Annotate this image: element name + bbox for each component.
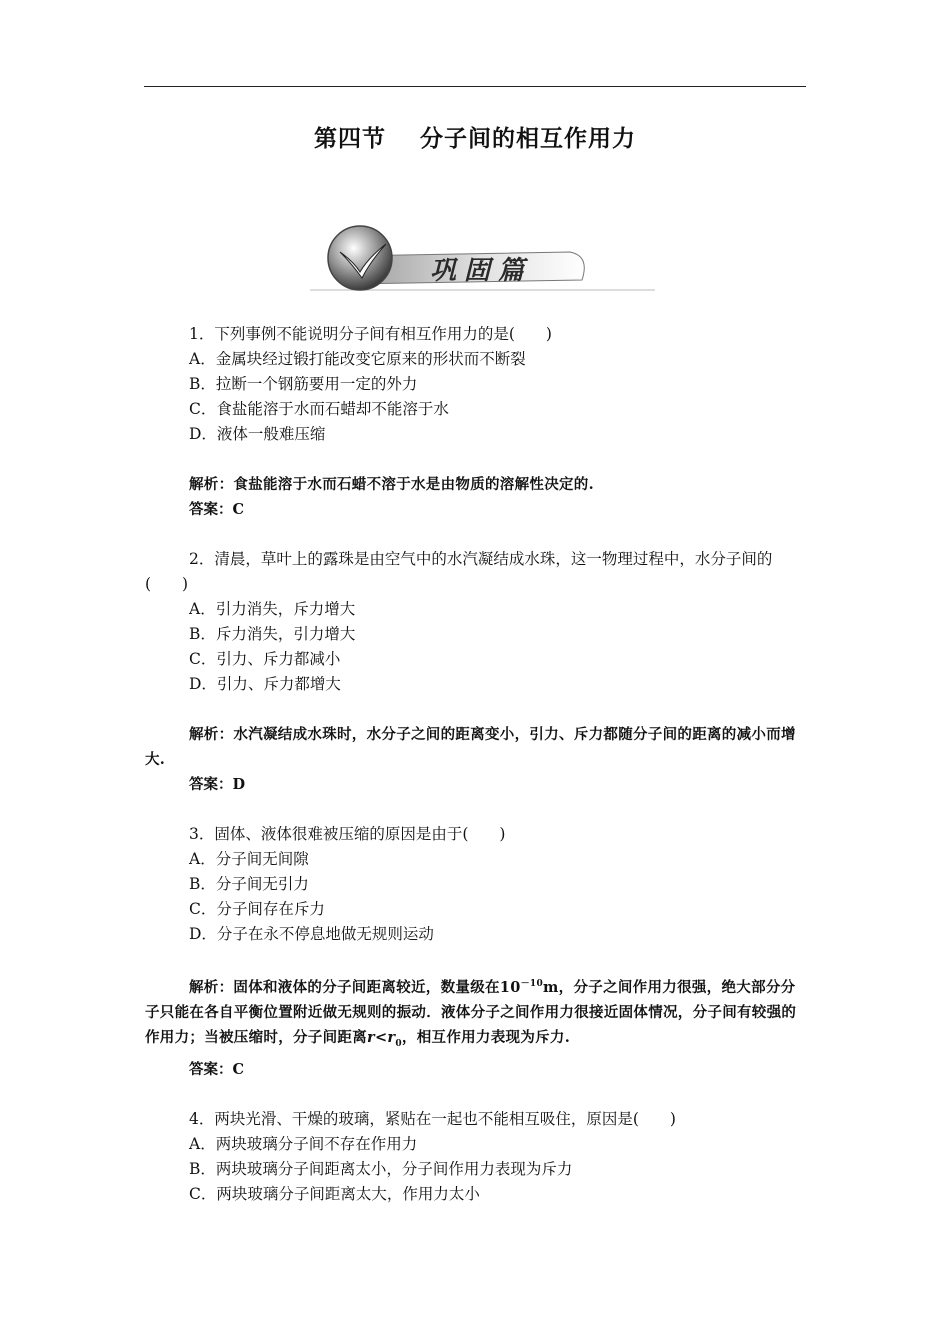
section-title: 分子间的相互作用力 [420,126,636,152]
analysis-text-1: 固体和液体的分子间距离较近，数量级在10 [233,978,521,996]
question-stem: 3．固体、液体很难被压缩的原因是由于( ) [189,825,506,843]
question-stem: 2．清晨，草叶上的露珠是由空气中的水汽凝结成水珠，这一物理过程中，水分子间的( ) [145,550,773,593]
option-b: B．斥力消失，引力增大 [189,625,356,643]
subscript: 0 [395,1038,402,1049]
option-c: C．食盐能溶于水而石蜡却不能溶于水 [189,400,449,418]
less-than: < [374,1028,388,1046]
option-a: A．两块玻璃分子间不存在作用力 [189,1134,418,1153]
option-d: D．引力、斥力都增大 [189,675,341,693]
option-c: C．分子间存在斥力 [189,900,325,918]
analysis-text-3: ，相互作用力表现为斥力. [401,1028,571,1046]
variable-r: r [367,1028,375,1046]
answer [145,772,807,797]
answer-value: C [232,1060,245,1078]
option-b: B．两块玻璃分子间距离太小，分子间作用力表现为斥力 [189,1159,573,1178]
option-d: D．液体一般难压缩 [189,425,326,443]
option-a: A．分子间无间隙 [189,850,309,868]
option-c: C．两块玻璃分子间距离太大，作用力太小 [189,1184,480,1203]
answer [145,1057,807,1082]
option-c: C．引力、斥力都减小 [189,650,341,668]
answer-label: 答案： [189,1060,233,1078]
variable-r0: r [387,1028,396,1046]
option-b: B．拉断一个钢筋要用一定的外力 [189,375,418,393]
analysis-label: 解析： [189,726,234,743]
analysis-label: 解析： [189,476,234,493]
header-rule [144,86,806,87]
question-stem: 4．两块光滑、干燥的玻璃，紧贴在一起也不能相互吸住，原因是( ) [189,1109,676,1128]
section-number: 第四节 [314,126,386,152]
analysis-text-2: m，分子之间作用力很强，绝大部分分子只能在各自平衡位置附近做无规则的振动．液体分子之间作用力很接近固体情况，分子间有较强的作用力；当被压缩时，分子间距离 [145,978,797,1046]
answer-value: D [232,776,246,793]
analysis [145,972,807,1057]
answer-label: 答案： [189,776,233,793]
option-a: A．引力消失，斥力增大 [189,600,356,618]
question-stem: 1．下列事例不能说明分子间有相互作用力的是( ) [189,325,552,343]
analysis [145,472,807,497]
question-list [145,322,807,1207]
option-a: A．金属块经过锻打能改变它原来的形状而不断裂 [189,350,526,368]
banner-label: 巩固篇 [430,256,533,286]
analysis-label: 解析： [189,978,234,996]
answer-value: C [232,501,245,518]
analysis-text: 水汽凝结成水珠时，水分子之间的距离变小，引力、斥力都随分子间的距离的减小而增大. [145,726,796,768]
analysis-text: 食盐能溶于水而石蜡不溶于水是由物质的溶解性决定的. [233,476,594,493]
analysis [145,722,807,772]
answer-label: 答案： [189,501,233,518]
option-d: D．分子在永不停息地做无规则运动 [189,925,434,943]
option-b: B．分子间无引力 [189,875,309,893]
answer [145,497,807,522]
exponent: －10 [520,979,544,989]
page-title [0,120,950,153]
